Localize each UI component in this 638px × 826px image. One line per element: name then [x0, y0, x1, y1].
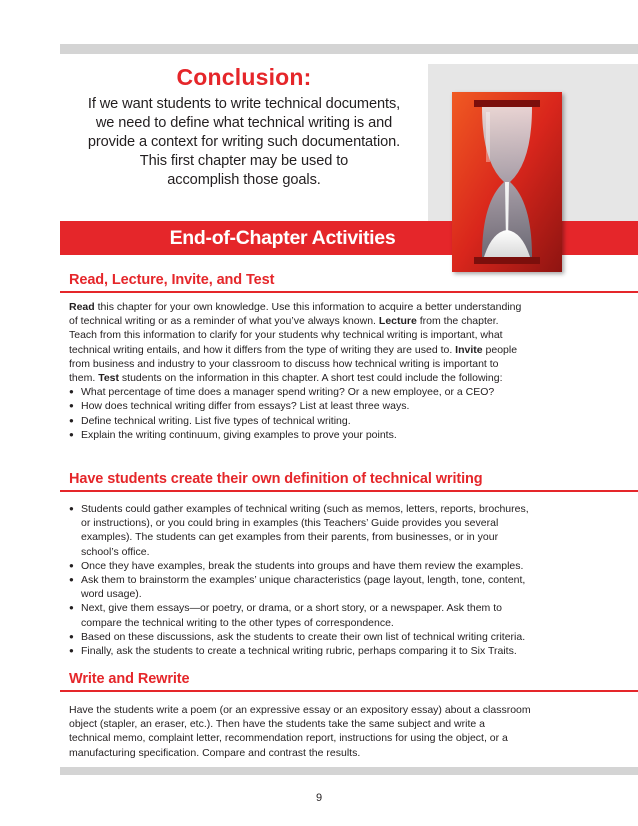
paragraph-line: object (stapler, an eraser, etc.). Then have the students take the same subject and write a	[69, 718, 485, 731]
list-item-line: word usage).	[81, 588, 142, 601]
conclusion-line: we need to define what technical writing is and	[95, 115, 393, 131]
paragraph-line: Have the students write a poem (or an expressive essay or an expository essay) about a classroom	[69, 704, 531, 716]
section-heading-definition	[60, 465, 638, 492]
bottom-rule	[60, 767, 638, 775]
list-item	[69, 573, 559, 601]
paragraph-line	[69, 328, 559, 342]
question-list	[69, 385, 559, 442]
text-run: technical writing entails, and how it differs from the type of writing they are used to.	[69, 343, 456, 356]
conclusion-line: provide a context for writing such documentation.	[87, 134, 401, 150]
paragraph-line	[69, 371, 559, 385]
conclusion-line: This first chapter may be used to	[139, 153, 349, 169]
paragraph	[69, 300, 559, 385]
conclusion-text	[60, 95, 428, 190]
activity-list	[69, 502, 559, 658]
conclusion-heading: Conclusion:	[176, 64, 312, 90]
list-item	[69, 601, 559, 629]
list-item-line: ● Students could gather examples of technical writing (such as memos, letters, reports, brochures,	[81, 503, 529, 515]
section-title: Write and Rewrite	[69, 671, 190, 687]
list-item: ● Explain the writing continuum, giving examples to prove your points.	[69, 428, 559, 442]
section-body-definition	[69, 502, 559, 658]
text-run: students on the information in this chapter. A short test could include the following:	[119, 372, 503, 385]
paragraph-line: technical memo, complaint letter, recommendation report, instructions for using the object, or a	[69, 732, 508, 745]
list-item-line: or instructions), or you could bring in examples (this Teachers’ Guide provides you several	[81, 517, 499, 530]
section-heading-write-rewrite	[60, 665, 638, 692]
paragraph-line: manufacturing specification. Compare and contrast the results.	[69, 746, 361, 759]
section-heading-read-lecture	[60, 266, 638, 293]
section-title: Read, Lecture, Invite, and Test	[69, 272, 275, 288]
page-number: 9	[315, 792, 323, 804]
list-item-line: ● Finally, ask the students to create a technical writing rubric, perhaps comparing it to Six Traits.	[81, 645, 517, 658]
list-item-line: ● Ask them to brainstorm the examples’ unique characteristics (page layout, length, tone, content,	[81, 574, 526, 587]
conclusion-line: If we want students to write technical documents,	[87, 96, 401, 112]
hourglass-photo	[452, 92, 562, 272]
text-run: Teach from this information to clarify for your students why technical writing is important, what	[69, 329, 503, 342]
banner-title: End-of-Chapter Activities	[169, 227, 396, 249]
list-item-line: examples). The students can get examples from their parents, from businesses, or in your	[81, 531, 499, 544]
list-item-line: ● Next, give them essays—or poetry, or drama, or a short story, or a newspaper. Ask them to	[81, 602, 502, 615]
list-item	[69, 502, 559, 559]
section-body-write-rewrite	[69, 703, 559, 760]
bold-keyword: Lecture	[378, 315, 417, 328]
list-item: ● What percentage of time does a manager spend writing? Or a new employee, or a CEO?	[69, 385, 559, 399]
paragraph-line	[69, 300, 559, 314]
text-run: of technical writing or as a reminder of what you’ve always known.	[69, 315, 379, 328]
list-item-line: ● Based on these discussions, ask the students to create their own list of technical writing criteria.	[81, 630, 526, 643]
list-item-line: school’s office.	[81, 545, 150, 558]
bold-keyword: Read	[69, 301, 95, 313]
list-item-line: ● Once they have examples, break the students into groups and have them review the examples.	[81, 559, 524, 572]
list-item	[69, 559, 559, 573]
section-title: Have students create their own definition of technical writing	[69, 471, 483, 487]
paragraph-line	[69, 357, 559, 371]
list-item: ● Define technical writing. List five types of technical writing.	[69, 414, 559, 428]
text-run: from the chapter.	[416, 315, 499, 328]
bold-keyword: Invite	[455, 343, 483, 356]
paragraph-line	[69, 343, 559, 357]
text-run: from business and industry to your classroom to discuss how technical writing is important to	[69, 357, 499, 370]
text-run: people	[482, 343, 518, 356]
top-rule	[60, 44, 638, 54]
list-item	[69, 630, 559, 644]
paragraph-line	[69, 314, 559, 328]
conclusion-block	[60, 64, 428, 190]
bold-keyword: Test	[98, 372, 119, 385]
conclusion-line: accomplish those goals.	[167, 172, 321, 188]
list-item: ● How does technical writing differ from essays? List at least three ways.	[69, 399, 559, 413]
text-run: this chapter for your own knowledge. Use this information to acquire a better understanding	[94, 301, 522, 313]
section-body-read-lecture	[69, 300, 559, 442]
text-run: them.	[69, 372, 99, 385]
list-item	[69, 644, 559, 658]
list-item-line: compare the technical writing to the other types of correspondence.	[81, 616, 394, 629]
